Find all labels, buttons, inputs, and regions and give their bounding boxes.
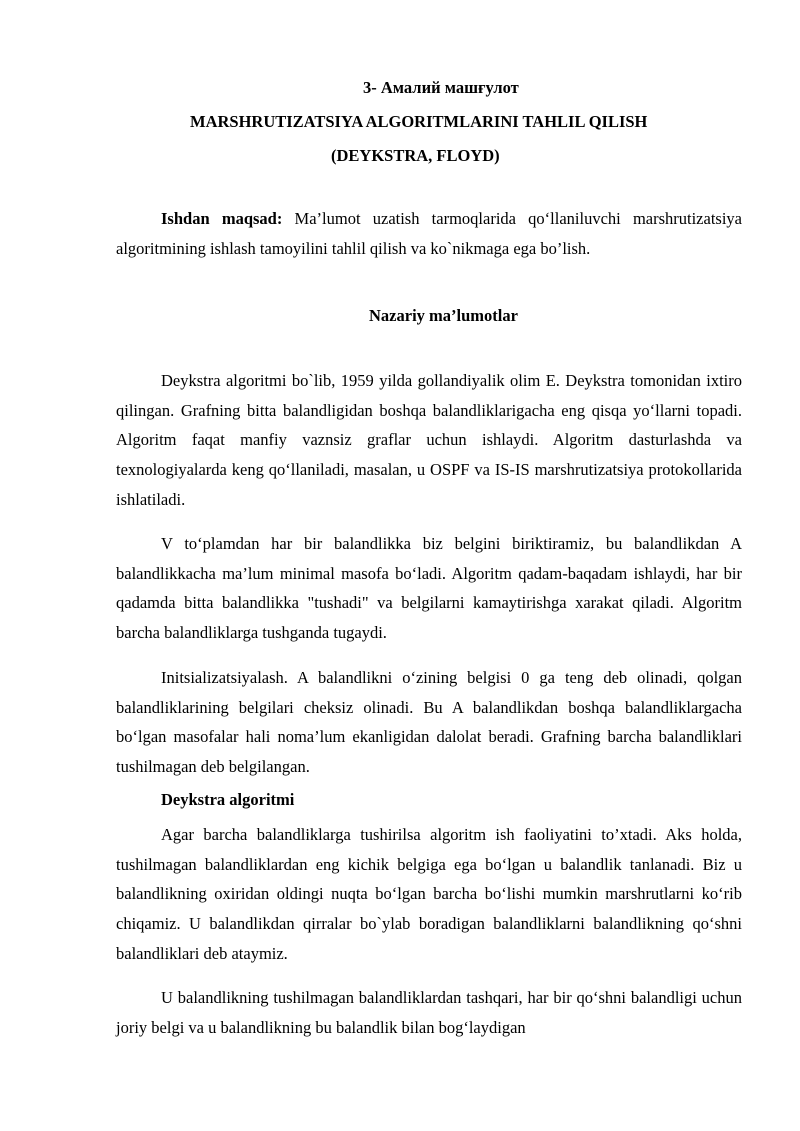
theory-heading: Nazariy ma’lumotlar xyxy=(369,306,518,325)
theory-paragraph-1: Deykstra algoritmi bo`lib, 1959 yilda gollandiyalik olim E. Deykstra tomonidan ixtiro qilingan. Grafning bitta balandligidan boshqa balandliklarigacha eng qisqa yo‘llarni topadi. Algoritm faqat manfiy vaznsiz graflar uchun ishlaydi. Algoritm dasturlashda va texnologiyalarda keng qo‘llaniladi, masalan, u OSPF va IS-IS marshrutizatsiya protokollarida ishlatiladi. xyxy=(116,371,742,509)
goal-paragraph xyxy=(116,204,742,263)
goal-text: Ma’lumot uzatish tarmoqlarida qo‘llaniluvchi marshrutizatsiya algoritmining ishlash tamoyilini tahlil qilish va ko`nikmaga ega bo’lish. xyxy=(116,209,742,258)
practical-lesson-number: 3- Амалий машғулот xyxy=(363,78,519,97)
algorithm-paragraph-1: Agar barcha balandliklarga tushirilsa algoritm ish faoliyatini to’xtadi. Aks holda, tushilmagan balandliklardan eng kichik belgiga ega bo‘lgan u balandlik tanlanadi. Biz u balandlikning oxiridan oldingi nuqta bo‘lgan barcha bo‘lishi mumkin marshrutlarni ko‘rib chiqamiz. U balandlikdan qirralar bo`ylab boradigan balandliklarni balandlikning qo‘shni balandliklari deb ataymiz. xyxy=(116,825,742,963)
algorithm-heading: Deykstra algoritmi xyxy=(161,790,295,809)
document-title: MARSHRUTIZATSIYA ALGORITMLARINI TAHLIL QILISH xyxy=(190,112,648,131)
theory-paragraph-2: V to‘plamdan har bir balandlikka biz belgini biriktiramiz, bu balandlikdan A balandlikkacha ma’lum minimal masofa bo‘ladi. Algoritm qadam-baqadam ishlaydi, har bir qadamda bitta balandlikka "tushadi" va belgilarni kamaytirishga xarakat qiladi. Algoritm barcha balandliklarga tushganda tugaydi. xyxy=(116,534,742,643)
document-subtitle: (DEYKSTRA, FLOYD) xyxy=(331,146,500,165)
algorithm-paragraph-2: U balandlikning tushilmagan balandliklardan tashqari, har bir qo‘shni balandligi uchun joriy belgi va u balandlikning bu balandlik bilan bog‘laydigan xyxy=(116,988,742,1037)
goal-label: Ishdan maqsad: xyxy=(161,209,283,228)
theory-paragraph-3: Initsializatsiyalash. A balandlikni o‘zining belgisi 0 ga teng deb olinadi, qolgan balandliklarining belgilari cheksiz olinadi. Bu A balandlikdan boshqa balandliklargacha bo‘lgan masofalar hali noma’lum ekanligidan dalolat beradi. Grafning barcha balandliklari tushilmagan deb belgilangan. xyxy=(116,668,742,777)
